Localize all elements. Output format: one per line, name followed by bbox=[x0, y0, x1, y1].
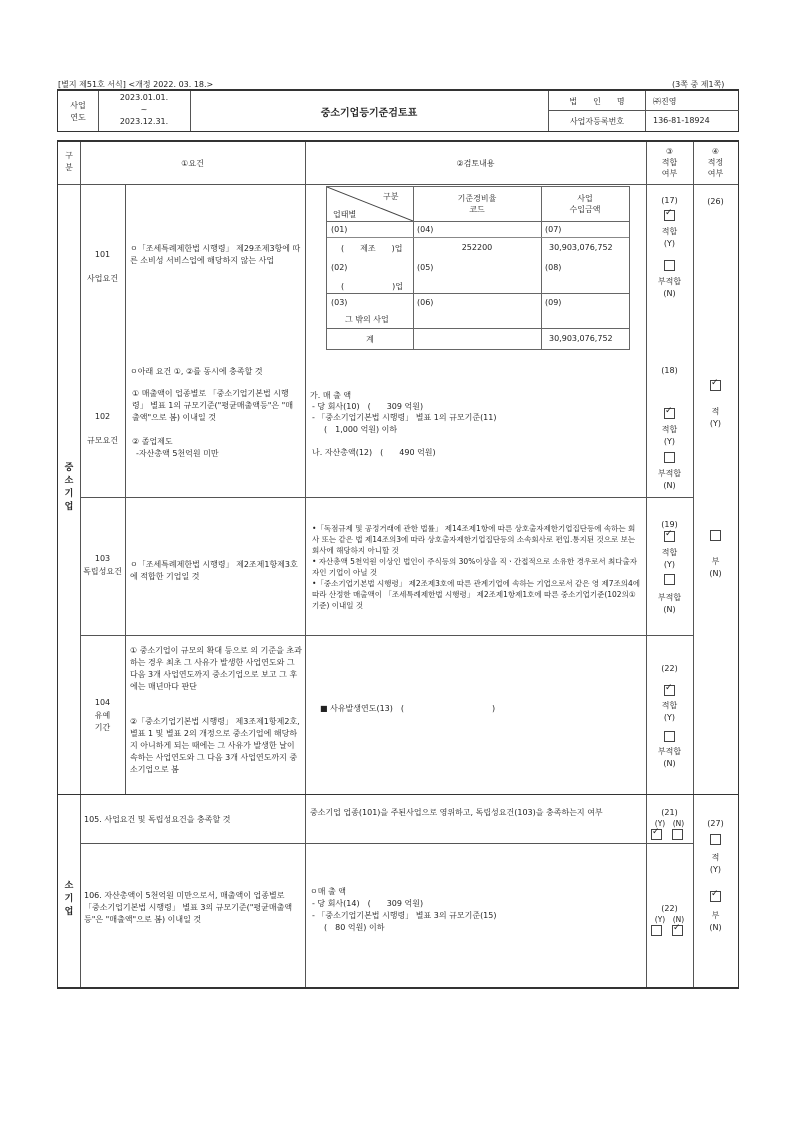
r103-code: 103 bbox=[94, 554, 111, 563]
header-box bbox=[57, 89, 739, 132]
row2-industry: ( )업 bbox=[341, 282, 403, 291]
r102-fit-yes-label: 적합 (Y) bbox=[661, 425, 678, 446]
r103-rev-3: •「중소기업기본법 시행령」 제2조제3호에 따른 관계기업에 속하는 기업으로서 같은 영 제7조의4에 따라 산정한 매출액이 「조세특례제한법 시행령」 제2조제1항제1호에 따른 중소기업기준(102의① 기준) 이내일 것 bbox=[312, 579, 641, 610]
period-tilde: ~ bbox=[140, 105, 148, 114]
r105-yn: (Y) (N) bbox=[654, 819, 685, 828]
r105-requirement: 105. 사업요건 및 독립성요건을 충족할 것 bbox=[84, 815, 231, 824]
col-header-fit3: ③ 적합 여부 bbox=[661, 147, 678, 178]
sme-total-yes-label: 적 (Y) bbox=[709, 407, 722, 428]
r102-fit-no: (18) bbox=[661, 366, 678, 375]
form-reference: [별지 제51호 서식] <개정 2022. 03. 18.> bbox=[58, 80, 214, 89]
col-header-review: ②검토내용 bbox=[456, 159, 495, 168]
r104-fit-yes-checkbox[interactable] bbox=[664, 685, 675, 696]
small-total-no: (27) bbox=[707, 819, 724, 828]
r104-name: 유예 기간 bbox=[94, 711, 111, 732]
r102-rev-a1: - 당 회사(10) ( 309 억원) bbox=[312, 402, 424, 411]
r102-name: 규모요건 bbox=[87, 436, 118, 445]
r102-code: 102 bbox=[94, 412, 111, 421]
code-08: (08) bbox=[545, 263, 562, 272]
page-reference: (3쪽 중 제1쪽) bbox=[672, 80, 725, 89]
r103-rev-1: •「독점규제 및 공정거래에 관한 법률」 제14조제1항에 따른 상호출자제한기업집단등에 속하는 회사 또는 같은 법 제14조의3에 따라 상호출자제한기업집단등의 소속회사로 편입.통지된 것으로 보는 회사에 해당하지 아니할 것 bbox=[312, 524, 636, 555]
r101-fit-no: (17) bbox=[661, 196, 678, 205]
r104-req-1: ① 중소기업이 규모의 확대 등으로 의 기준을 초과하는 경우 최초 그 사유가 발생한 사업연도와 그 다음 3개 사업연도까지 중소기업으로 보고 그 후에는 매년마다 판단 bbox=[130, 646, 302, 691]
r106-no-checkbox[interactable] bbox=[672, 925, 683, 936]
r103-requirement: ㅇ「조세특례제한법 시행령」 제2조제1항제3호에 적합한 기업일 것 bbox=[130, 560, 298, 581]
corp-name-value: ㈜진영 bbox=[653, 97, 677, 106]
r106-rev-a1: - 당 회사(14) ( 309 억원) bbox=[312, 899, 424, 908]
row1-industry: ( 제조 )업 bbox=[341, 244, 403, 253]
r103-rev-2: • 자산총액 5천억원 이상인 법인이 주식등의 30%이상을 직ㆍ간접적으로 소유한 경우로서 최다출자자인 기업이 아닐 것 bbox=[312, 557, 638, 577]
r102-rev-a3: ( 1,000 억원) 이하 bbox=[324, 425, 398, 434]
reg-no-label: 사업자등록번호 bbox=[569, 117, 625, 126]
col-header-requirement: ①요건 bbox=[181, 159, 204, 168]
r101-requirement: ㅇ「조세특례제한법 시행령」 제29조제3항에 따른 소비성 서비스업에 해당하지 않는 사업 bbox=[130, 244, 301, 265]
r106-rev-a: ㅇ매 출 액 bbox=[310, 887, 346, 896]
total-label: 계 bbox=[366, 335, 374, 344]
sme-total-yes-checkbox[interactable] bbox=[710, 380, 721, 391]
small-total-no-checkbox[interactable] bbox=[710, 891, 721, 902]
code-02: (02) bbox=[331, 263, 348, 272]
r104-fit-yes-label: 적합 (Y) bbox=[661, 701, 678, 722]
r106-yes-checkbox[interactable] bbox=[651, 925, 662, 936]
code-06: (06) bbox=[417, 298, 434, 307]
r102-rev-a2: - 「중소기업기본법 시행령」 별표 1의 규모기준(11) bbox=[312, 413, 497, 422]
section-small-label: 소 기 업 bbox=[64, 881, 74, 917]
tbl-industry: 업태별 bbox=[333, 210, 357, 219]
row3-industry: 그 밖의 사업 bbox=[345, 315, 389, 324]
small-total-no-label: 부 (N) bbox=[709, 911, 722, 932]
r102-req-2: ② 졸업제도 bbox=[132, 437, 173, 446]
r102-req-1: ① 매출액이 업종별로 「중소기업기본법 시행령」 별표 1의 규모기준("평균매출액등"은 "매출액"으로 봄) 이내일 것 bbox=[132, 389, 294, 422]
r105-yes-checkbox[interactable] bbox=[651, 829, 662, 840]
code-07: (07) bbox=[545, 225, 562, 234]
main-table bbox=[57, 140, 739, 989]
corp-info bbox=[548, 91, 739, 131]
r104-fit-no-label: 부적합 (N) bbox=[657, 747, 682, 768]
tbl-col-amount-header: 사업 수입금액 bbox=[569, 194, 601, 214]
r102-rev-a: 가. 매 출 액 bbox=[310, 391, 352, 400]
code-05: (05) bbox=[417, 263, 434, 272]
r103-name: 독립성요건 bbox=[83, 567, 122, 576]
r101-code: 101 bbox=[94, 250, 111, 259]
total-amount: 30,903,076,752 bbox=[549, 334, 613, 343]
form-title: 중소기업등기준검토표 bbox=[320, 108, 418, 119]
r105-review: 중소기업 업종(101)을 주된사업으로 영위하고, 독립성요건(103)을 충족하는지 여부 bbox=[310, 808, 603, 817]
corp-name-label: 법 인 명 bbox=[569, 97, 625, 106]
sme-total-no-label: 부 (N) bbox=[709, 557, 722, 578]
year-label-2: 연도 bbox=[70, 113, 86, 122]
tbl-col-code-header: 기준경비율 코드 bbox=[457, 194, 497, 214]
sme-total-no: (26) bbox=[707, 197, 724, 206]
period-start: 2023.01.01. bbox=[119, 93, 169, 102]
r103-review bbox=[312, 523, 642, 611]
row1-code: 252200 bbox=[461, 243, 493, 252]
r106-fit-no: (22) bbox=[661, 904, 678, 913]
r102-fit-no-label: 부적합 (N) bbox=[657, 469, 682, 490]
r104-review: ■ 사유발생연도(13) ( ) bbox=[320, 704, 496, 713]
r106-yn: (Y) (N) bbox=[654, 915, 685, 924]
code-09: (09) bbox=[545, 298, 562, 307]
r106-rev-a2: - 「중소기업기본법 시행령」 별표 3의 규모기준(15) bbox=[312, 911, 497, 920]
tbl-gubun: 구분 bbox=[383, 192, 399, 201]
r103-fit-no-label: 부적합 (N) bbox=[657, 593, 682, 614]
r104-fit-no: (22) bbox=[661, 664, 678, 673]
col-header-gubun: 구 분 bbox=[65, 151, 73, 172]
r103-fit-no-checkbox[interactable] bbox=[664, 574, 675, 585]
r102-rev-b: 나. 자산총액(12) ( 490 억원) bbox=[312, 448, 436, 457]
r101-fit-no-checkbox[interactable] bbox=[664, 260, 675, 271]
r103-fit-yes-checkbox[interactable] bbox=[664, 531, 675, 542]
r104-req-2: ②「중소기업기본법 시행령」 제3조제1항제2호, 별표 1 및 별표 2의 개정으로 중소기업에 해당하지 아니하게 되는 때에는 그 사유가 발생한 날이 속하는 사업연도와 그 다음 3개 사업연도까지 중소기업으로 봄 bbox=[130, 717, 300, 774]
code-03: (03) bbox=[331, 298, 348, 307]
r101-name: 사업요건 bbox=[87, 274, 118, 283]
r102-req-intro: ㅇ아래 요건 ①, ②를 동시에 충족할 것 bbox=[130, 367, 263, 376]
r102-fit-yes-checkbox[interactable] bbox=[664, 408, 675, 419]
r104-fit-no-checkbox[interactable] bbox=[664, 731, 675, 742]
code-04: (04) bbox=[417, 225, 434, 234]
reg-no-value: 136-81-18924 bbox=[653, 116, 710, 125]
col-header-fit4: ④ 적정 여부 bbox=[707, 147, 724, 178]
row1-amount: 30,903,076,752 bbox=[549, 243, 613, 252]
r102-fit-no-checkbox[interactable] bbox=[664, 452, 675, 463]
code-01: (01) bbox=[331, 225, 348, 234]
small-total-yes-label: 적 (Y) bbox=[709, 853, 722, 874]
period-cell bbox=[98, 91, 191, 131]
section-sme-label: 중 소 기 업 bbox=[64, 463, 74, 512]
r106-rev-a3: ( 80 억원) 이하 bbox=[324, 923, 385, 932]
r103-fit-yes-label: 적합 (Y) bbox=[661, 548, 678, 569]
year-label-1: 사업 bbox=[70, 101, 86, 110]
r105-fit-no: (21) bbox=[661, 808, 678, 817]
r104-code: 104 bbox=[94, 698, 111, 707]
r101-fit-yes-label: 적합 (Y) bbox=[661, 227, 678, 248]
period-end: 2023.12.31. bbox=[119, 117, 169, 126]
r101-fit-no-label: 부적합 (N) bbox=[657, 277, 682, 298]
r101-industry-table bbox=[326, 186, 630, 350]
r105-no-checkbox[interactable] bbox=[672, 829, 683, 840]
r103-fit-no: (19) bbox=[661, 520, 678, 529]
r101-fit-yes-checkbox[interactable] bbox=[664, 210, 675, 221]
r102-req-2b: -자산총액 5천억원 미만 bbox=[136, 449, 219, 458]
r106-requirement: 106. 자산총액이 5천억원 미만으로서, 매출액이 업종별로 「중소기업기본법 시행령」 별표 3의 규모기준("평균매출액등"은 "매출액"으로 봄) 이내일 것 bbox=[84, 891, 293, 924]
sme-total-no-checkbox[interactable] bbox=[710, 530, 721, 541]
year-label-cell bbox=[58, 91, 99, 131]
small-total-yes-checkbox[interactable] bbox=[710, 834, 721, 845]
